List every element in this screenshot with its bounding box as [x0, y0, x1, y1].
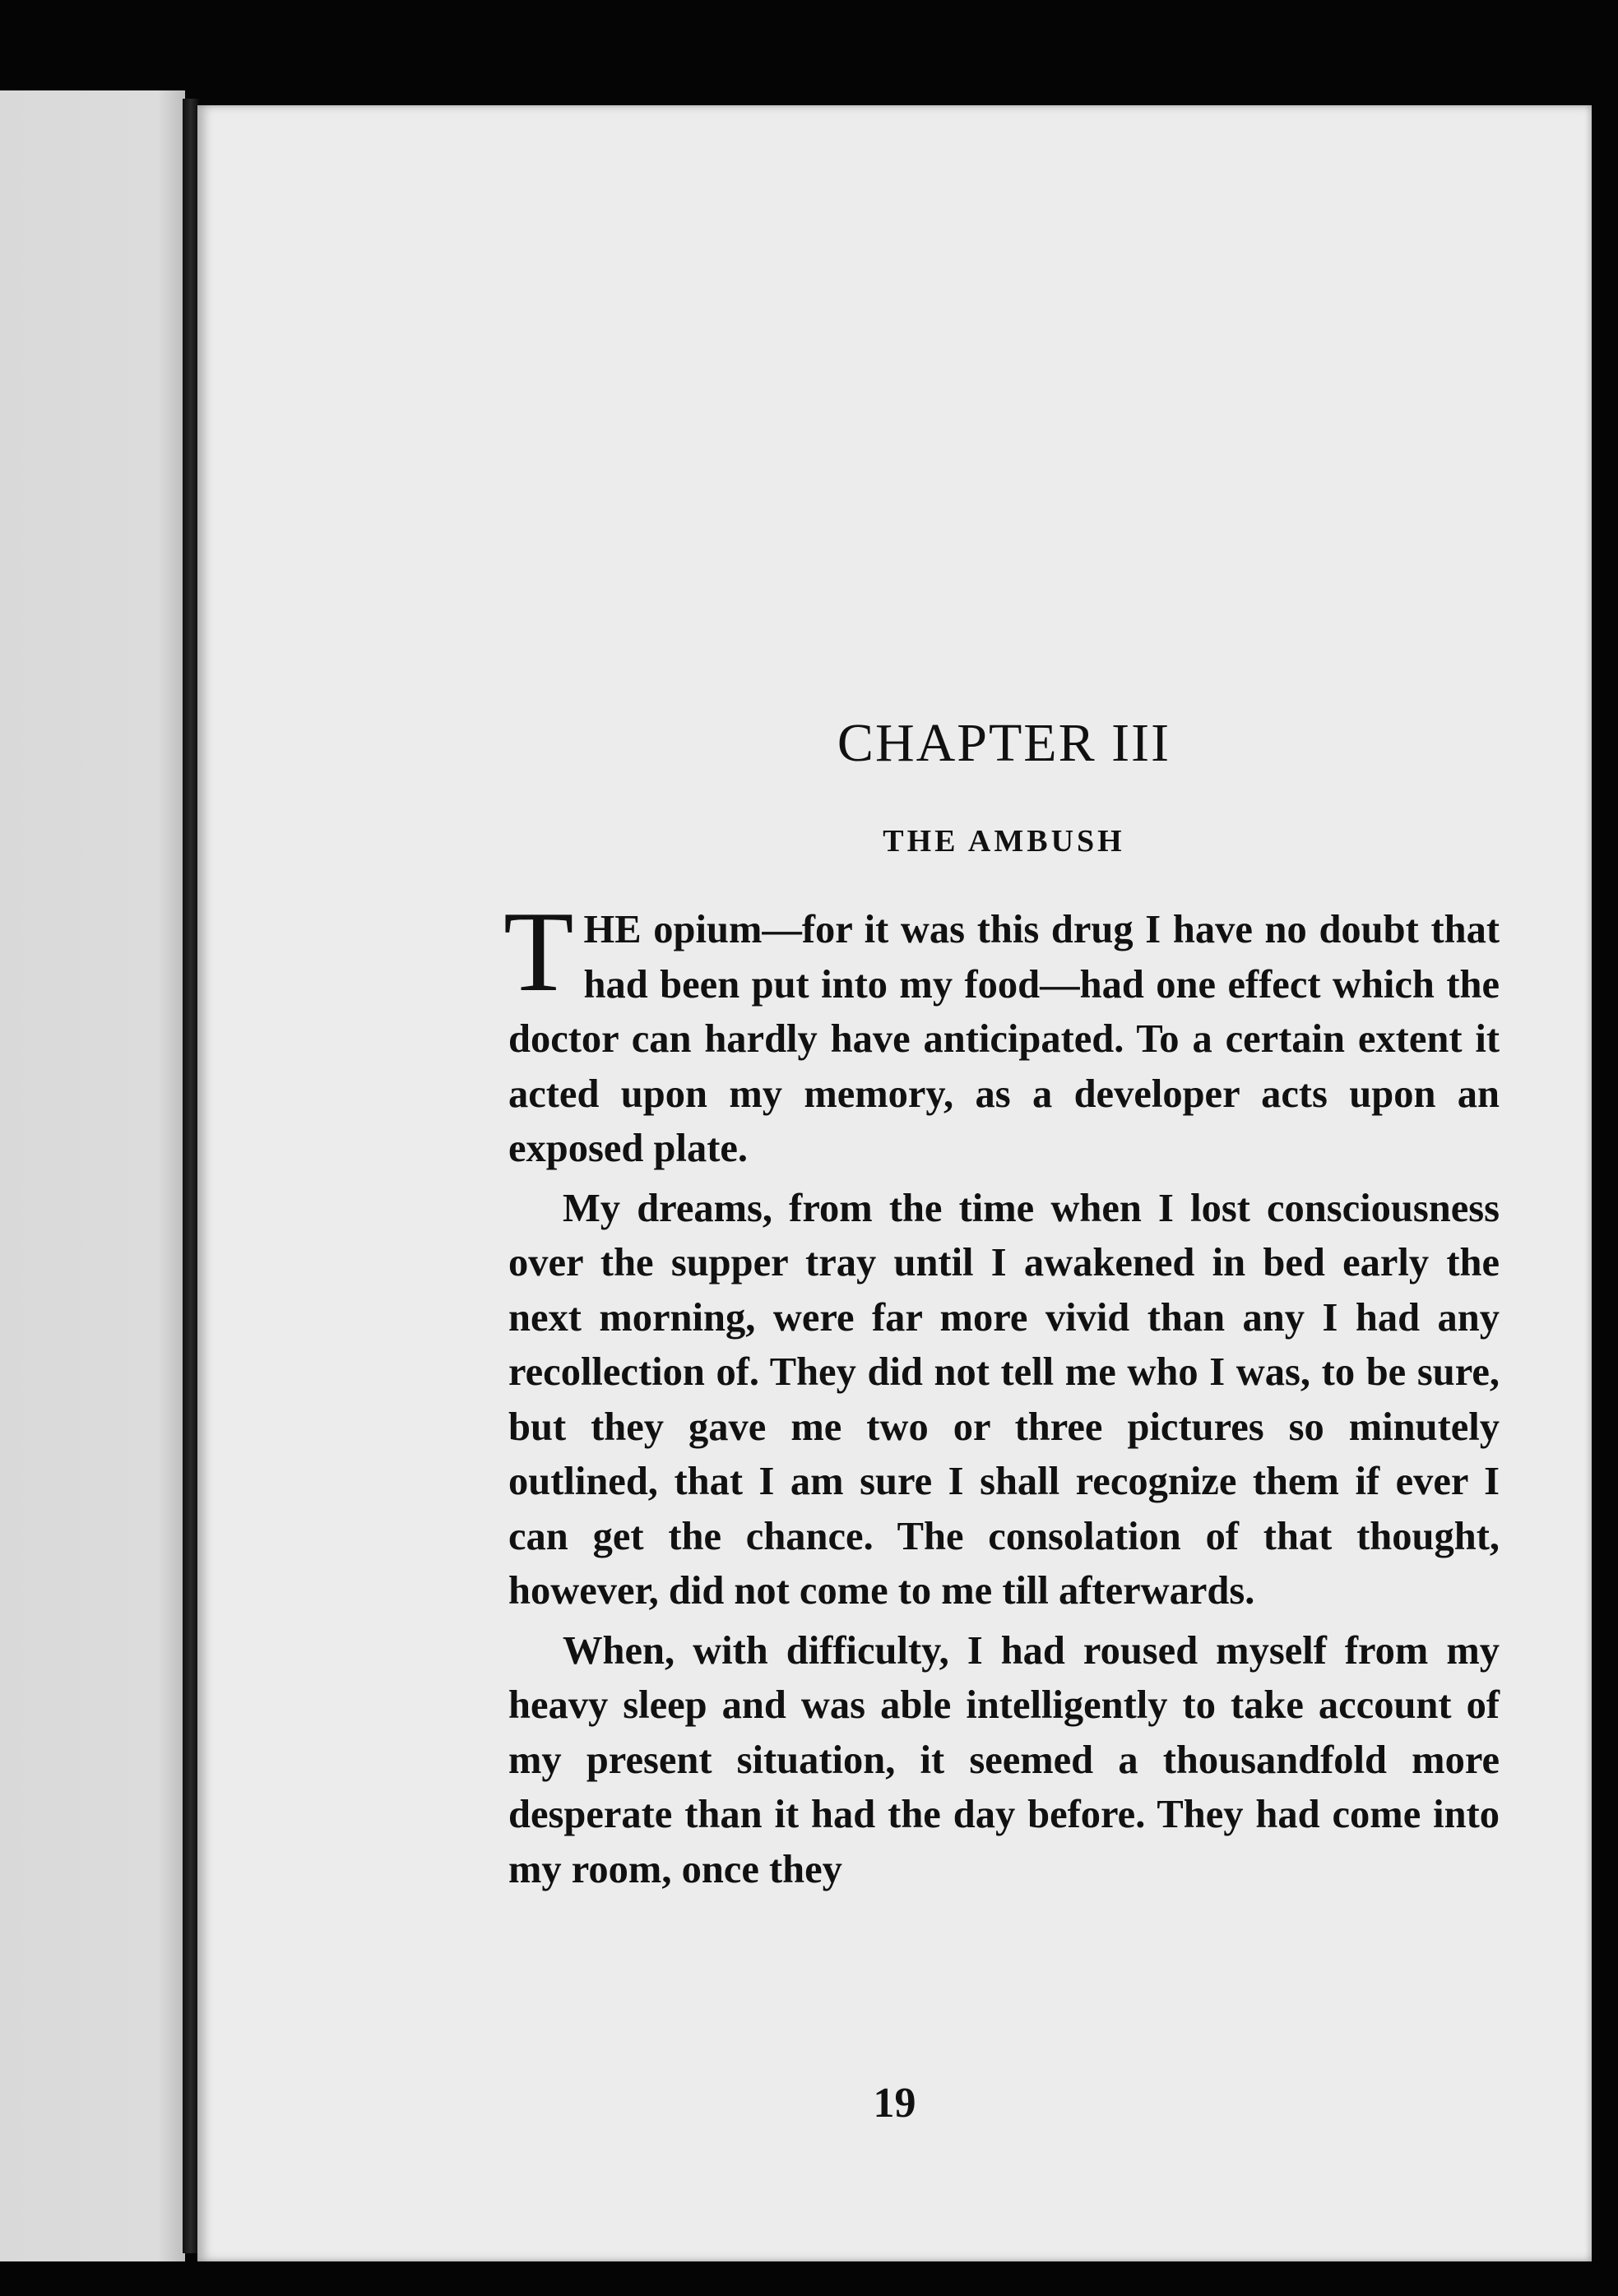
drop-cap: T	[503, 888, 574, 1016]
chapter-subtitle: THE AMBUSH	[883, 823, 1125, 859]
paragraph-2: My dreams, from the time when I lost consciousness over the supper tray until I awakened in bed early the next morning, were far more vivid than any I had any recollection of. They did not tell me who I was, to be sure, but they gave me two or three pictures so minutely outlined, that I am sure I shall recognize them if ever I can get the chance. The consolation of that thought, however, did not come to me till afterwards.	[508, 1186, 1500, 1613]
page-number: 19	[873, 2080, 916, 2127]
book-gutter	[183, 99, 199, 2253]
paragraph-1-text: HE opium—for it was this drug I have no doubt that had been put into my food—had one effect which the doctor can hardly have anticipated. To a certain extent it acted upon my memory, as a developer acts upon an exposed plate.	[508, 908, 1500, 1171]
page-body	[503, 713, 1500, 1902]
book-page	[197, 105, 1592, 2261]
chapter-heading: CHAPTER III	[837, 713, 1171, 773]
facing-page-edge	[0, 90, 185, 2261]
paragraph-1	[503, 888, 1500, 1177]
paragraph-3: When, with difficulty, I had roused myself from my heavy sleep and was able intelligently to take account of my present situation, it seemed a thousandfold more desperate than it had the day before. They had come into my room, once they	[508, 1628, 1500, 1891]
